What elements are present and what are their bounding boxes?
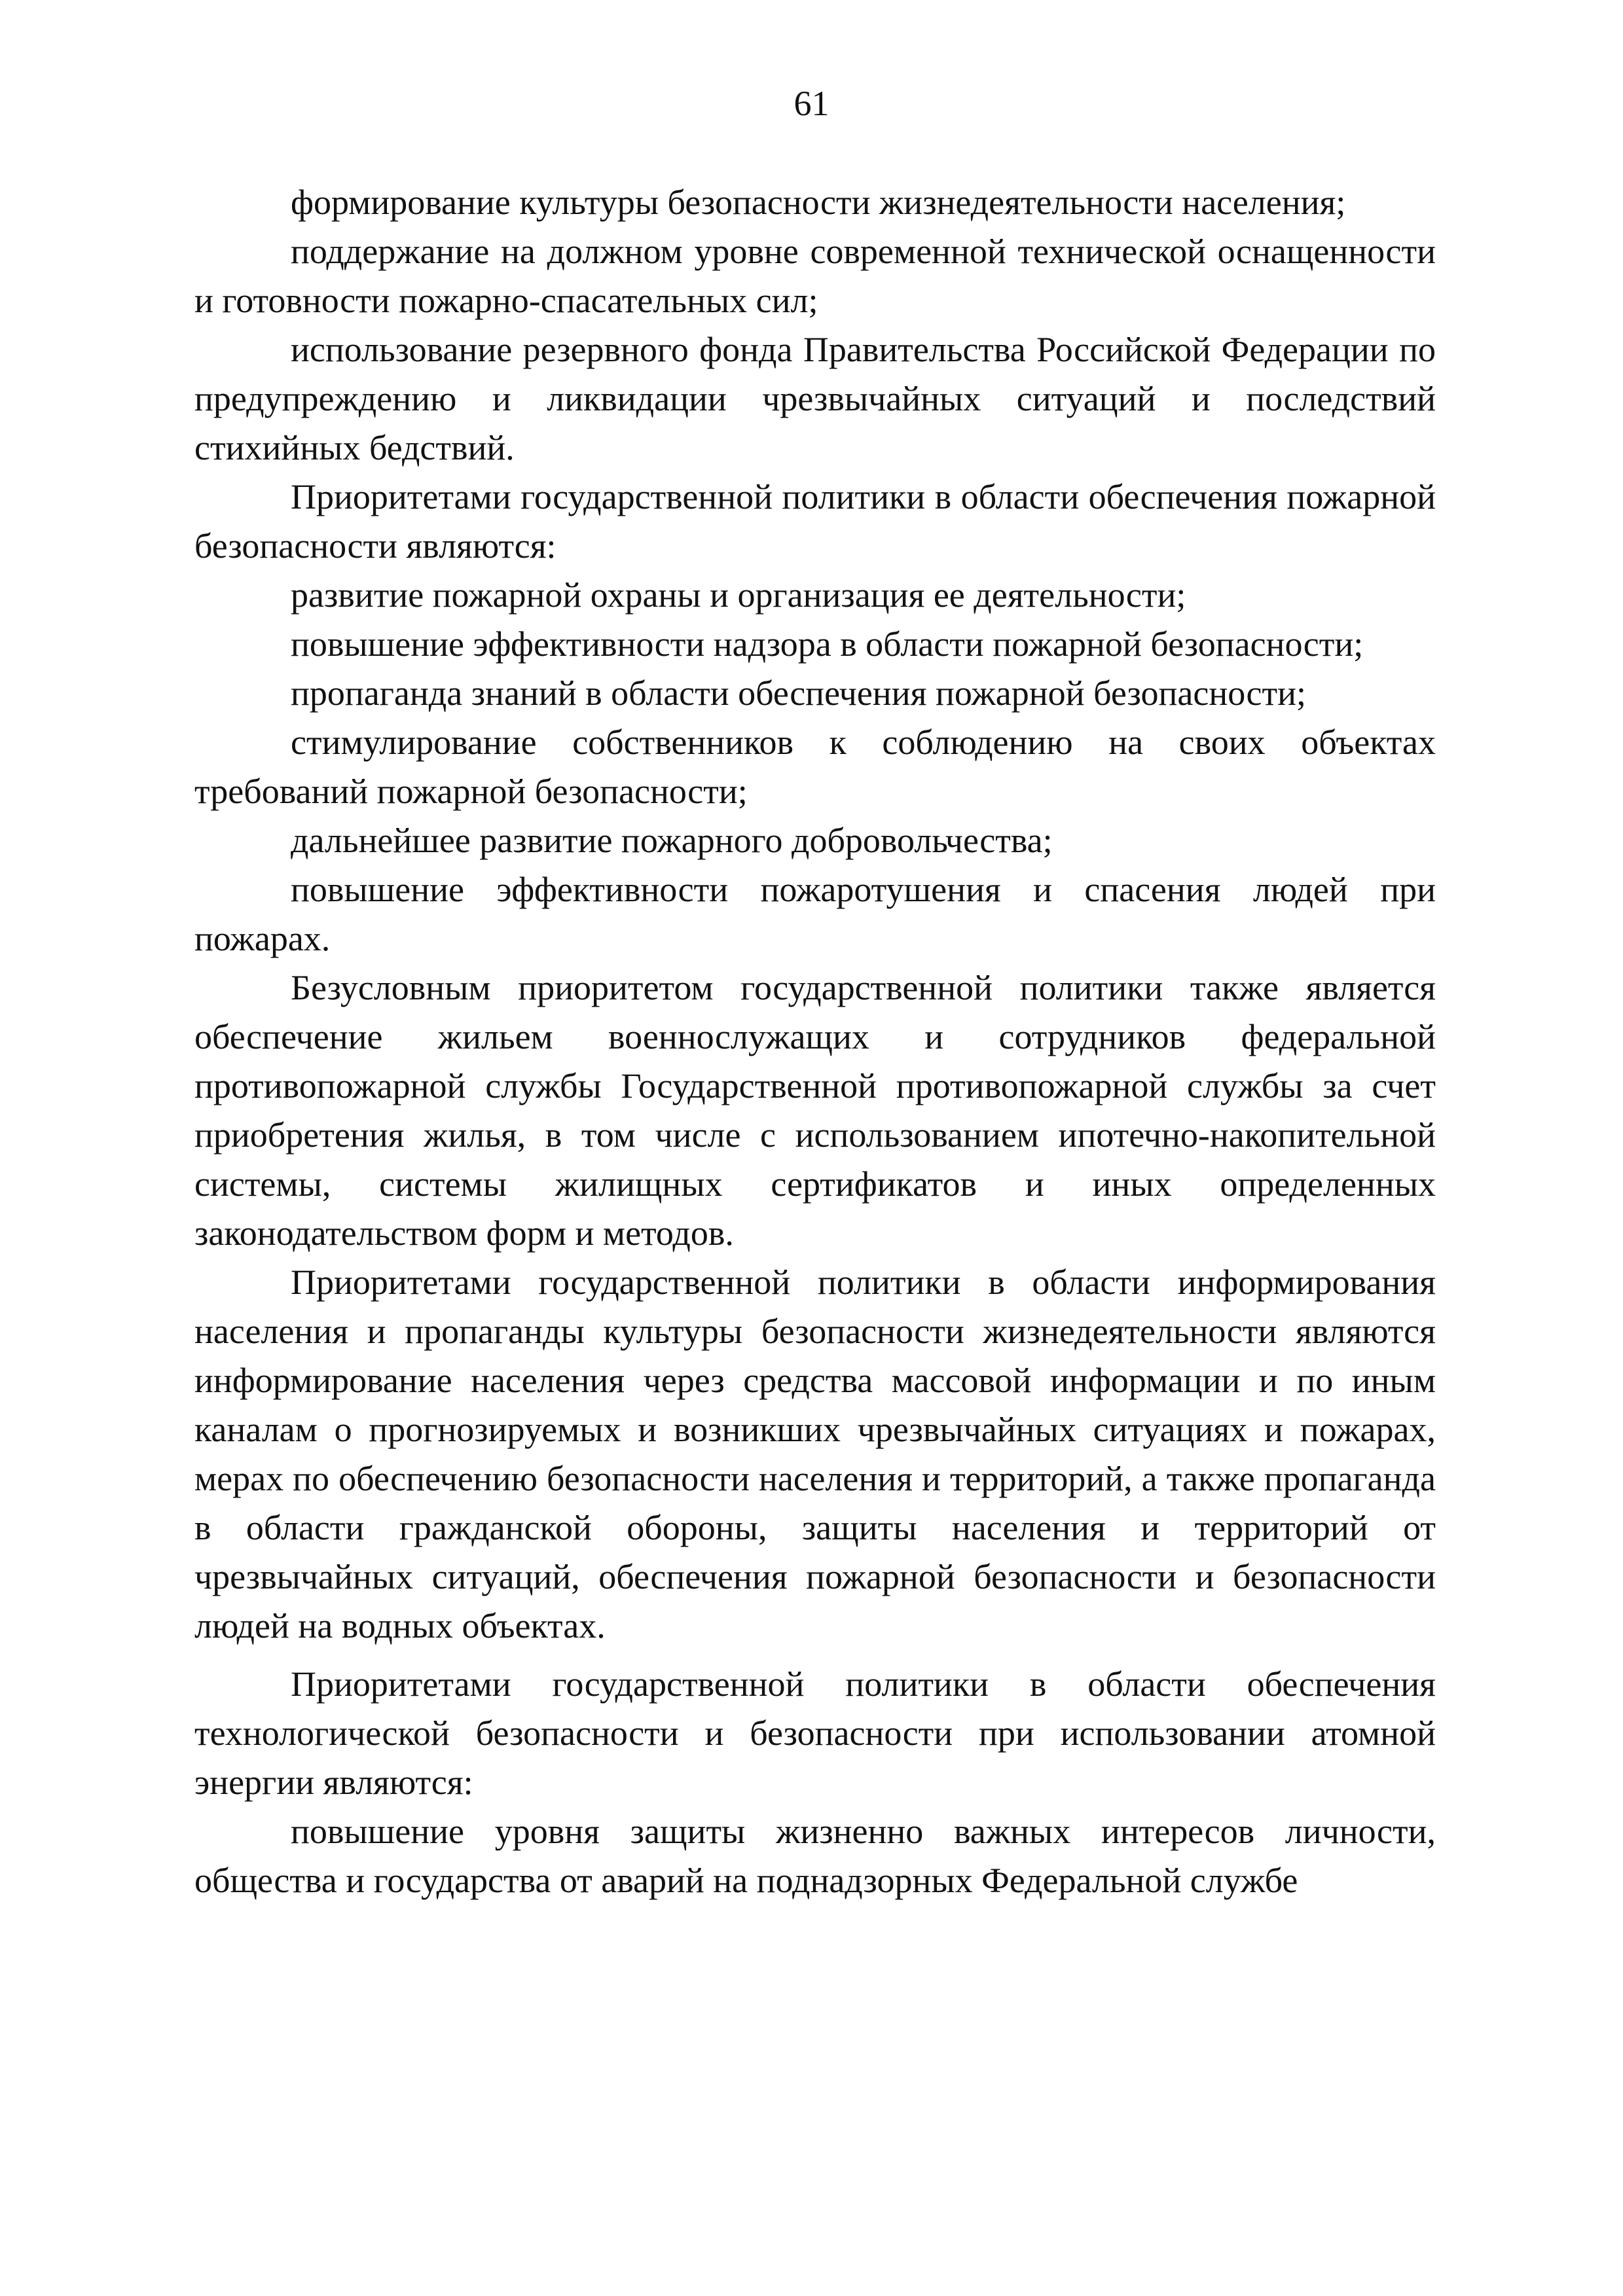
paragraph-knowledge-propaganda: пропаганда знаний в области обеспечения пожарной безопасности; [291, 673, 1307, 713]
paragraph-firefighting-efficiency: повышение эффективности пожаротушения и спасения людей при пожарах. [194, 870, 1436, 958]
paragraph-housing-priority: Безусловным приоритетом государственной политики также является обеспечение жильем военнослужащих и сотрудников федеральной противопожарной службы Государственной противопожарной службы за счет приобретения жилья, в том числе с использованием ипотечно-накопительной системы, системы жилищных сертификатов и иных определенных законодательством форм и методов. [194, 968, 1436, 1253]
paragraph-information-priorities: Приоритетами государственной политики в области информирования населения и пропаганды культуры безопасности жизнедеятельности являются информирование населения через средства массовой информации и по иным каналам о прогнозируемых и возникших чрезвычайных ситуациях и пожарах, мерах по обеспечению безопасности населения и территорий, а также пропаганда в области гражданской обороны, защиты населения и территорий от чрезвычайных ситуаций, обеспечения пожарной безопасности и безопасности людей на водных объектах. [194, 1263, 1436, 1645]
document-body [194, 178, 1436, 1905]
page-number: 61 [793, 84, 830, 123]
paragraph-fire-safety-priorities: Приоритетами государственной политики в области обеспечения пожарной безопасности являются: [194, 477, 1436, 565]
paragraph-reserve-fund: использование резервного фонда Правительства Российской Федерации по предупреждению и ликвидации чрезвычайных ситуаций и последствий стихийных бедствий. [194, 330, 1436, 467]
paragraph-culture-safety: формирование культуры безопасности жизнедеятельности населения; [291, 183, 1346, 222]
paragraph-technological-safety: Приоритетами государственной политики в области обеспечения технологической безопасности и безопасности при использовании атомной энергии являются: [194, 1664, 1436, 1802]
paragraph-fire-service-development: развитие пожарной охраны и организация ее деятельности; [291, 575, 1186, 615]
paragraph-technical-readiness: поддержание на должном уровне современной технической оснащенности и готовности пожарно-спасательных сил; [194, 232, 1436, 320]
paragraph-volunteering: дальнейшее развитие пожарного добровольчества; [291, 821, 1053, 860]
paragraph-supervision-efficiency: повышение эффективности надзора в области пожарной безопасности; [291, 624, 1364, 664]
paragraph-protection-level: повышение уровня защиты жизненно важных интересов личности, общества и государства от аварий на поднадзорных Федеральной службе [194, 1812, 1436, 1900]
paragraph-owner-incentives: стимулирование собственников к соблюдению на своих объектах требований пожарной безопасности; [194, 723, 1436, 811]
